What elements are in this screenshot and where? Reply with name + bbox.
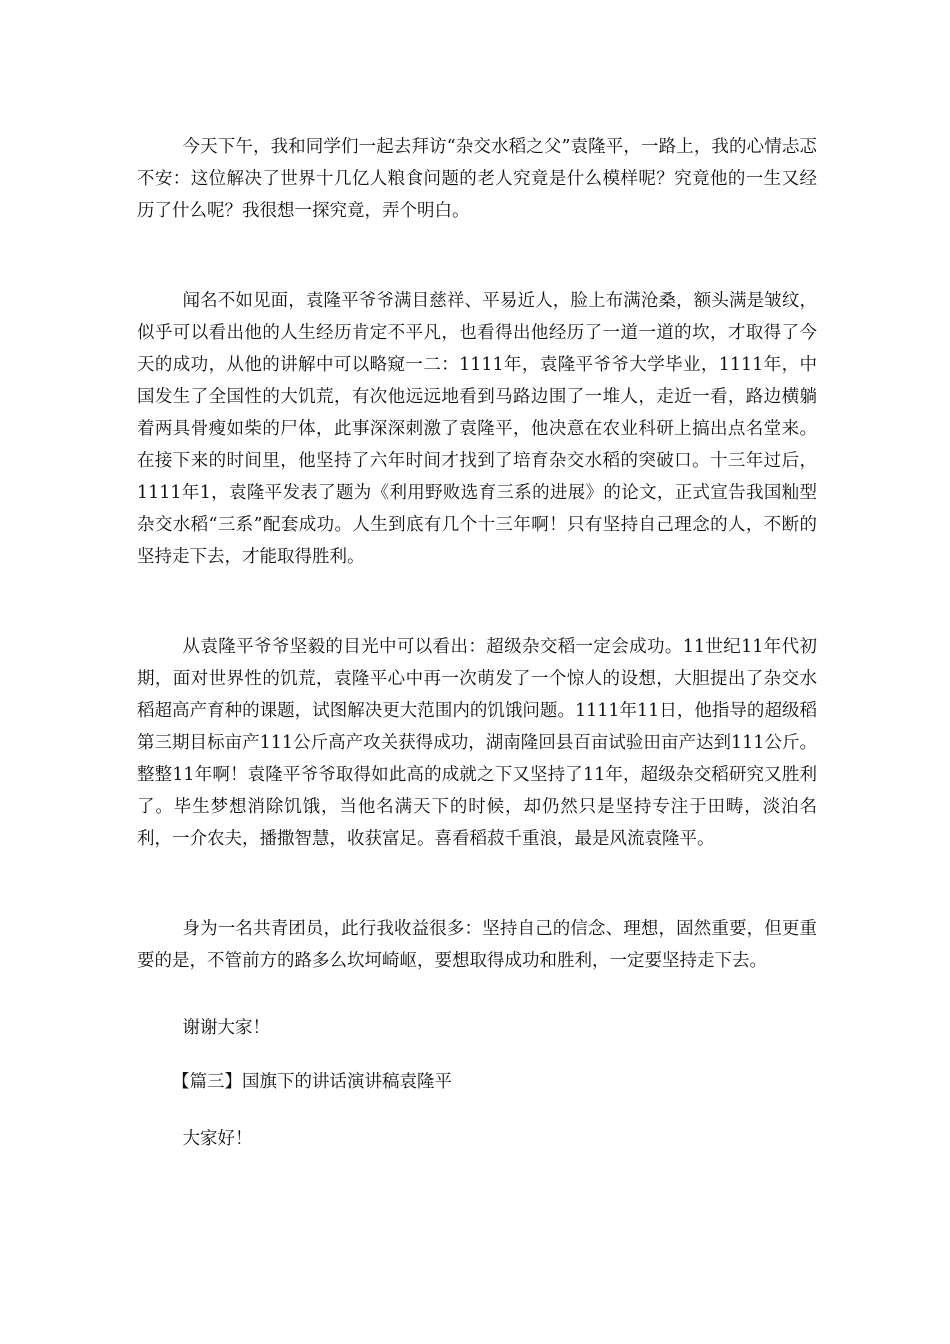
greeting-line: 大家好！	[182, 1129, 253, 1149]
paragraph-thanks: 谢谢大家！	[182, 1018, 270, 1038]
paragraph-super-rice: 从袁隆平爷爷坚毅的目光中可以看出：超级杂交稻一定会成功。11世纪11年代初期，面对世界性的饥荒，袁隆平心中再一次萌发了一个惊人的设想，大胆提出了杂交水稻超高产育种的课题，试图解决更大范围内的饥饿问题。1111年11日，他指导的超级稻第三期目标亩产111公斤高产攻关获得成功，湖南隆回县百亩试验田亩产达到111公斤。整整11年啊！袁隆平爷爷取得如此高的成就之下又坚持了11年，超级杂交稻研究又胜利了。毕生梦想消除饥饿，当他名满天下的时候，却仍然只是坚持专注于田畴，淡泊名利，一介农夫，播撒智慧，收获富足。喜看稻菽千重浪，最是风流袁隆平。	[137, 637, 817, 849]
paragraph-reflection: 身为一名共青团员，此行我收益很多：坚持自己的信念、理想，固然重要，但更重要的是，不管前方的路多么坎坷崎岖，要想取得成功和胜利，一定要坚持走下去。	[137, 919, 817, 971]
paragraph-visit-intro: 今天下午，我和同学们一起去拜访“杂交水稻之父”袁隆平，一路上，我的心情忐忑不安：这位解决了世界十几亿人粮食问题的老人究竟是什么模样呢？究竟他的一生又经历了什么呢？我很想一探究竟，弄个明白。	[137, 137, 817, 221]
paragraph-first-impression: 闻名不如见面，袁隆平爷爷满目慈祥、平易近人，脸上布满沧桑，额头满是皱纹，似乎可以看出他的人生经历肯定不平凡，也看得出他经历了一道一道的坎，才取得了今天的成功，从他的讲解中可以略窥一二：1111年，袁隆平爷爷大学毕业，1111年，中国发生了全国性的大饥荒，有次他远远地看到马路边围了一堆人，走近一看，路边横躺着两具骨瘦如柴的尸体，此事深深刺激了袁隆平，他决意在农业科研上搞出点名堂来。在接下来的时间里，他坚持了六年时间才找到了培育杂交水稻的突破口。十三年过后，1111年1，袁隆平发表了题为《利用野败选育三系的进展》的论文，正式宣告我国籼型杂交水稻“三系”配套成功。人生到底有几个十三年啊！只有坚持自己理念的人，不断的坚持走下去，才能取得胜利。	[137, 291, 817, 567]
section-heading: 【篇三】国旗下的讲话演讲稿袁隆平	[172, 1072, 452, 1092]
